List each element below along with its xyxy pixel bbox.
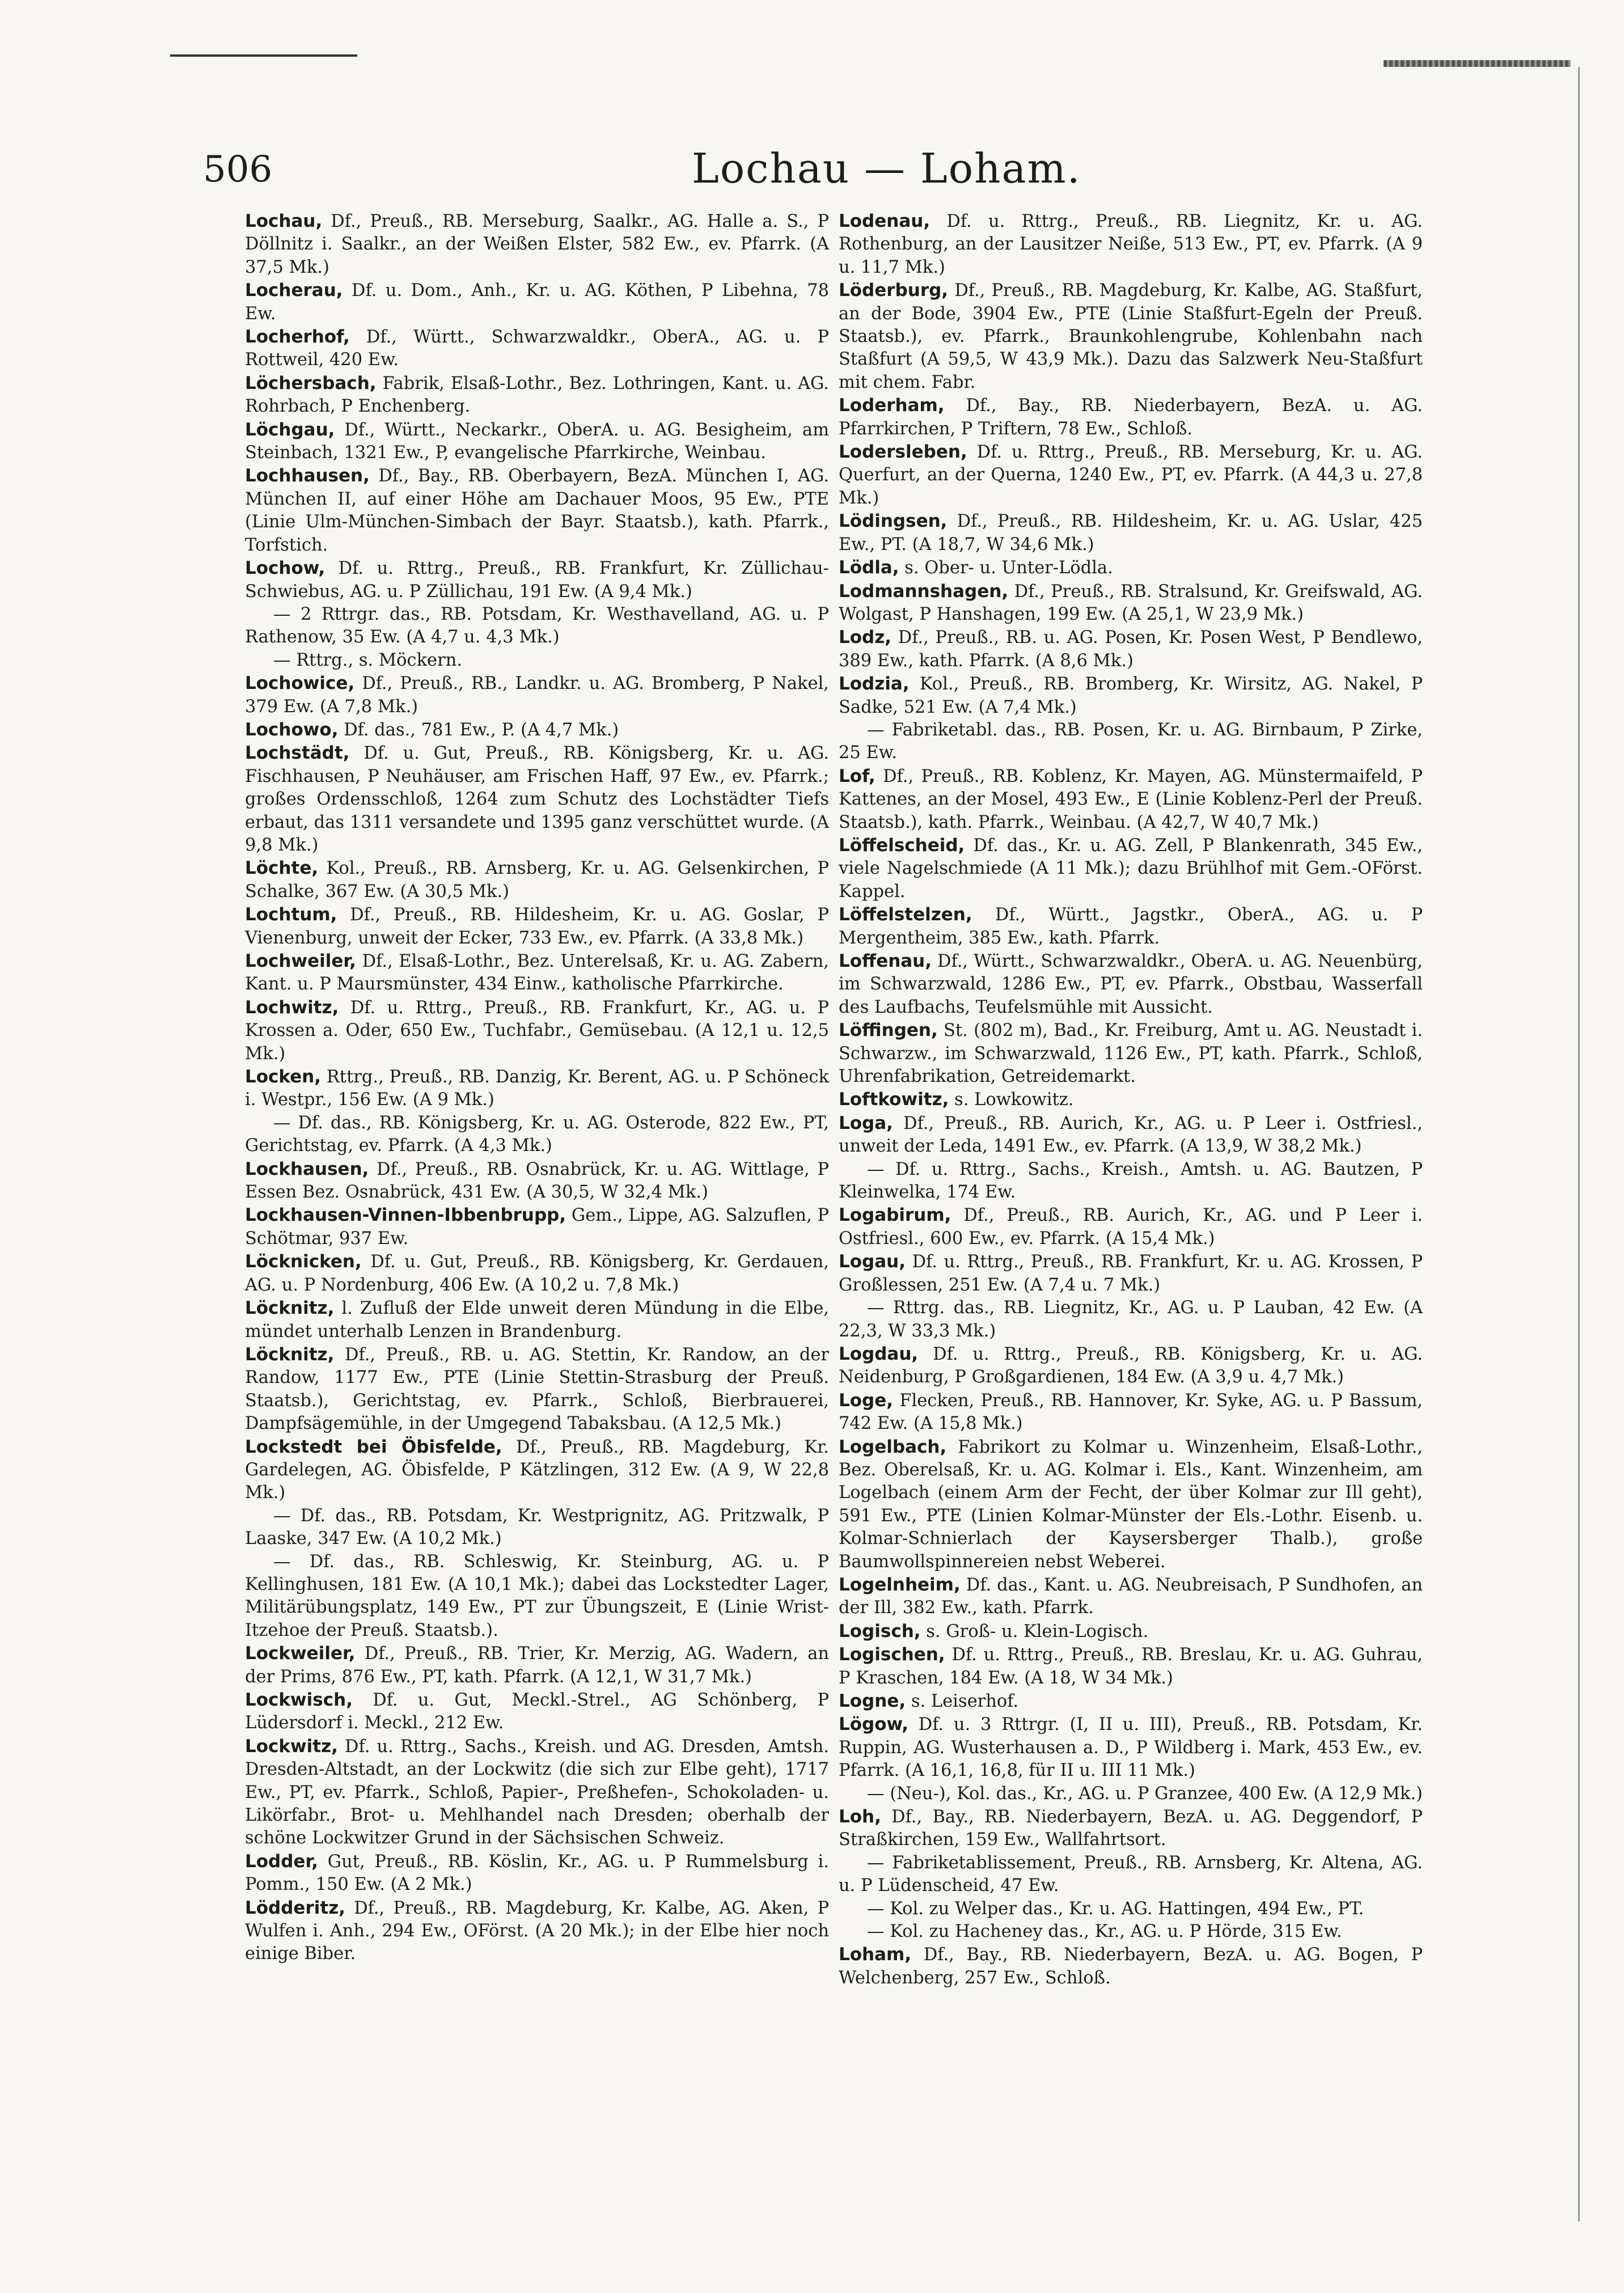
entry-text: Df. u. Rttrg., Preuß., RB. Breslau, Kr. u. AG. Guhrau, P Kraschen, 184 Ew. (A 18, W 34 Mk.): [839, 1645, 1423, 1688]
gazetteer-entry: [245, 1897, 829, 1966]
gazetteer-entry: [839, 1343, 1423, 1389]
entry-text: Kol., Preuß., RB. Bromberg, Kr. Wirsitz, AG. Nakel, P Sadke, 521 Ew. (A 7,4 Mk.): [839, 674, 1423, 717]
entry-text: Df., Bay., RB. Niederbayern, BezA. u. AG. Pfarrkirchen, P Triftern, 78 Ew., Schloß.: [839, 396, 1423, 439]
entry-text: — Df. das., RB. Schleswig, Kr. Steinburg, AG. u. P Kellinghusen, 181 Ew. (A 10,1 Mk.); dabei das Lockstedter Lager, Militärübungsplatz, 149 Ew., PT zur Übungszeit, E (Linie Wrist-Itzehoe der Preuß. Staatsb.).: [245, 1551, 829, 1640]
gazetteer-entry: [245, 603, 829, 649]
entry-headword: Löchte,: [245, 858, 319, 879]
entry-headword: Lockwitz,: [245, 1736, 338, 1757]
entry-text: Df. u. Rttrg., Preuß., RB. Frankfurt, Kr. u. AG. Krossen, P Großlessen, 251 Ew. (A 7,4 u. 7 Mk.): [839, 1252, 1423, 1295]
entry-text: Gem., Lippe, AG. Salzuflen, P Schötmar, 937 Ew.: [245, 1205, 829, 1249]
entry-text: Df., Preuß., RB. Aurich, Kr., AG. und P Leer i. Ostfriesl., 600 Ew., ev. Pfarrk. (A 15,4 Mk.): [839, 1205, 1423, 1249]
entry-headword: Lof,: [839, 765, 876, 786]
gazetteer-entry: [245, 464, 829, 557]
entry-text: s. Groß- u. Klein-Logisch.: [920, 1621, 1149, 1642]
entry-text: Df., Preuß., RB. Magdeburg, Kr. Gardelegen, AG. Öbisfelde, P Kätzlingen, 312 Ew. (A 9, W 22,8 Mk.): [245, 1437, 829, 1503]
gazetteer-entry: [839, 1643, 1423, 1690]
gazetteer-entry: [245, 996, 829, 1065]
gazetteer-entry: [839, 441, 1423, 510]
top-right-rule: [1384, 60, 1571, 67]
gazetteer-entry: [839, 1620, 1423, 1643]
entry-text: Df. u. Rttrg., Preuß., RB. Merseburg, Kr. u. AG. Querfurt, an der Querna, 1240 Ew., PT, ev. Pfarrk. (A 44,3 u. 27,8 Mk.): [839, 442, 1423, 508]
gazetteer-entry: [245, 649, 829, 672]
entry-text: — Kol. zu Hacheney das., Kr., AG. u. P Hörde, 315 Ew.: [867, 1922, 1342, 1942]
entry-text: Gut, Preuß., RB. Köslin, Kr., AG. u. P Rummelsburg i. Pomm., 150 Ew. (A 2 Mk.): [245, 1851, 829, 1895]
entry-text: Rttrg., Preuß., RB. Danzig, Kr. Berent, AG. u. P Schöneck i. Westpr., 156 Ew. (A 9 Mk.): [245, 1067, 829, 1110]
entry-headword: Logau,: [839, 1251, 906, 1272]
entry-headword: Lockhausen,: [245, 1158, 369, 1179]
entry-headword: Logelnheim,: [839, 1574, 961, 1595]
gazetteer-entry: [839, 672, 1423, 719]
entry-headword: Loftkowitz,: [839, 1089, 949, 1110]
entry-text: Df. u. Gut, Meckl.-Strel., AG Schönberg, P Lüdersdorf i. Meckl., 212 Ew.: [245, 1690, 829, 1733]
gazetteer-entry: [839, 1805, 1423, 1852]
gazetteer-entry: [245, 1642, 829, 1689]
entry-text: — 2 Rttrgr. das., RB. Potsdam, Kr. Westhavelland, AG. u. P Rathenow, 35 Ew. (A 4,7 u. 4,3 Mk.): [245, 604, 829, 648]
entry-text: Df., Bay., RB. Niederbayern, BezA. u. AG. Deggendorf, P Straßkirchen, 159 Ew., Wallfahrtsort.: [839, 1807, 1423, 1850]
gazetteer-entry: [839, 1158, 1423, 1204]
entry-text: Df. das., Kr. u. AG. Zell, P Blankenrath, 345 Ew., viele Nagelschmiede (A 11 Mk.); dazu Brühlhof mit Gem.-OFörst. Kappel.: [839, 835, 1423, 902]
gazetteer-entry: [245, 718, 829, 742]
gazetteer-entry: [245, 1505, 829, 1551]
entry-headword: Lodder,: [245, 1851, 318, 1872]
gazetteer-entry: [245, 1112, 829, 1158]
gazetteer-entry: [245, 372, 829, 418]
gazetteer-entry: [839, 1204, 1423, 1250]
entry-headword: Lodersleben,: [839, 442, 967, 463]
entry-headword: Lockwisch,: [245, 1690, 353, 1710]
entry-headword: Lochtum,: [245, 904, 337, 925]
entry-headword: Lockstedt bei Öbisfelde,: [245, 1436, 502, 1457]
entry-headword: Loh,: [839, 1807, 881, 1827]
gazetteer-entry: [245, 1735, 829, 1850]
entry-text: Df. u. Rttrg., Preuß., RB. Liegnitz, Kr. u. AG. Rothenburg, an der Lausitzer Neiße, 513 Ew., PT, ev. Pfarrk. (A 9 u. 11,7 Mk.): [839, 211, 1423, 277]
entry-headword: Lodmannshagen,: [839, 581, 1009, 602]
gazetteer-entry: [839, 1250, 1423, 1297]
gazetteer-entry: [839, 1573, 1423, 1620]
gazetteer-entry: [245, 210, 829, 279]
entry-headword: Loderham,: [839, 395, 945, 416]
entry-headword: Lochweiler,: [245, 951, 356, 971]
gazetteer-entry: [839, 580, 1423, 627]
gazetteer-entry: [245, 1436, 829, 1505]
gazetteer-entry: [245, 1551, 829, 1643]
entry-headword: Lödderitz,: [245, 1897, 346, 1918]
gazetteer-entry: [839, 1088, 1423, 1111]
gazetteer-entry: [245, 672, 829, 718]
entry-text: Fabrikort zu Kolmar u. Winzenheim, Elsaß-Lothr., Bez. Oberelsaß, Kr. u. AG. Kolmar i. Els., Kant. Winzenheim, am Logelbach (einem Arm der Fecht, der über Kolmar zur Ill geht), 591 Ew., PTE (Linien Kolmar-Münster der Els.-Lothr. Eisenb. u. Kolmar-Schnierlach der Kaysersberger Thalb.), große Baumwollspinnereien nebst Weberei.: [839, 1437, 1423, 1572]
entry-text: Df., Preuß., RB. Magdeburg, Kr. Kalbe, AG. Staßfurt, an der Bode, 3904 Ew., PTE (Linie Staßfurt-Egeln der Preuß. Staatsb.), ev. Pfarrk., Braunkohlengrube, Kohlenbahn nach Staßfurt (A 59,5, W 43,9 Mk.). Dazu das Salzwerk Neu-Staßfurt mit chem. Fabr.: [839, 281, 1423, 392]
entry-text: Df. u. Gut, Preuß., RB. Königsberg, Kr. u. AG. Fischhausen, P Neuhäuser, am Frischen Haff, 97 Ew., ev. Pfarrk.; großes Ordensschloß, 1264 zum Schutz des Lochstädter Tiefs erbaut, das 1311 versandete und 1395 ganz verschüttet wurde. (A 9,8 Mk.): [245, 743, 829, 855]
entry-text: Df., Württ., Schwarzwaldkr., OberA., AG. u. P Rottweil, 420 Ew.: [245, 327, 829, 370]
gazetteer-entry: [245, 857, 829, 903]
entry-headword: Löchgau,: [245, 419, 335, 440]
entry-headword: Lödingsen,: [839, 511, 948, 532]
entry-text: Df., Preuß., RB. u. AG. Posen, Kr. Posen West, P Bendlewo, 389 Ew., kath. Pfarrk. (A 8,6 Mk.): [839, 628, 1423, 671]
entry-text: — Df. das., RB. Potsdam, Kr. Westprignitz, AG. Pritzwalk, P Laaske, 347 Ew. (A 10,2 Mk.): [245, 1505, 829, 1549]
gazetteer-entry: [839, 1389, 1423, 1436]
entry-headword: Lochowice,: [245, 673, 355, 694]
gazetteer-entry: [245, 325, 829, 372]
gazetteer-entry: [839, 279, 1423, 394]
entry-text: — Fabriketablissement, Preuß., RB. Arnsberg, Kr. Altena, AG. u. P Lüdenscheid, 47 Ew.: [839, 1852, 1423, 1896]
entry-text: — (Neu-), Kol. das., Kr., AG. u. P Granzee, 400 Ew. (A 12,9 Mk.): [867, 1783, 1423, 1804]
entry-headword: Loge,: [839, 1390, 894, 1411]
entry-text: s. Leiserhof.: [906, 1691, 1019, 1711]
gazetteer-entry: [245, 903, 829, 950]
gazetteer-entry: [839, 1019, 1423, 1088]
entry-headword: Löcknitz,: [245, 1344, 335, 1365]
entry-text: Df. das., Kant. u. AG. Neubreisach, P Sundhofen, an der Ill, 382 Ew., kath. Pfarrk.: [839, 1575, 1423, 1618]
gazetteer-entry: [245, 279, 829, 325]
left-column: [245, 210, 829, 1966]
gazetteer-entry: [839, 1920, 1423, 1943]
entry-headword: Lochstädt,: [245, 743, 350, 764]
gazetteer-entry: [839, 1943, 1423, 1990]
gazetteer-entry: [245, 950, 829, 996]
entry-text: Df. u. Rttrg., Preuß., RB. Frankfurt, Kr., AG. u. P Krossen a. Oder, 650 Ew., Tuchfabr., Gemüsebau. (A 12,1 u. 12,5 Mk.): [245, 997, 829, 1064]
entry-headword: Lögow,: [839, 1714, 908, 1735]
gazetteer-entry: [839, 1297, 1423, 1343]
gazetteer-entry: [839, 903, 1423, 950]
entry-headword: Löcknitz,: [245, 1298, 335, 1319]
entry-text: Df. u. Gut, Preuß., RB. Königsberg, Kr. Gerdauen, AG. u. P Nordenburg, 406 Ew. (A 10,2 u. 7,8 Mk.): [245, 1252, 829, 1295]
page-edge-line: [1578, 67, 1580, 2222]
gazetteer-entry: [245, 1343, 829, 1436]
entry-text: Df., Preuß., RB. Magdeburg, Kr. Kalbe, AG. Aken, P Wulfen i. Anh., 294 Ew., OFörst. (A 20 Mk.); in der Elbe hier noch einige Biber.: [245, 1898, 829, 1964]
entry-text: Df. das., 781 Ew., P. (A 4,7 Mk.): [338, 720, 619, 740]
gazetteer-entry: [245, 418, 829, 465]
right-column: [839, 210, 1423, 1990]
entry-text: Df., Preuß., RB. Stralsund, Kr. Greifswald, AG. Wolgast, P Hanshagen, 199 Ew. (A 25,1, W 23,9 Mk.): [839, 581, 1423, 624]
entry-headword: Lockhausen-Vinnen-Ibbenbrupp,: [245, 1205, 566, 1226]
entry-headword: Lochowo,: [245, 719, 339, 740]
entry-headword: Lochau,: [245, 211, 323, 231]
entry-text: — Df. u. Rttrg., Sachs., Kreish., Amtsh. u. AG. Bautzen, P Kleinwelka, 174 Ew.: [839, 1159, 1423, 1203]
page-number: 506: [203, 149, 273, 191]
entry-text: Df., Preuß., RB. Hildesheim, Kr. u. AG. Uslar, 425 Ew., PT. (A 18,7, W 34,6 Mk.): [839, 511, 1423, 555]
gazetteer-entry: [839, 1783, 1423, 1805]
entry-headword: Lodenau,: [839, 211, 931, 231]
entry-text: — Df. das., RB. Königsberg, Kr. u. AG. Osterode, 822 Ew., PT, Gerichtstag, ev. Pfarrk. (A 4,3 Mk.): [245, 1112, 829, 1156]
entry-text: Df., Württ., Neckarkr., OberA. u. AG. Besigheim, am Steinbach, 1321 Ew., P, evangelische Pfarrkirche, Weinbau.: [245, 420, 829, 463]
entry-text: Df. u. Rttrg., Preuß., RB. Frankfurt, Kr. Züllichau-Schwiebus, AG. u. P Züllichau, 191 Ew. (A 9,4 Mk.): [245, 559, 829, 602]
entry-headword: Logisch,: [839, 1621, 921, 1642]
entry-headword: Löffelscheid,: [839, 835, 965, 856]
entry-text: Df., Preuß., RB. Merseburg, Saalkr., AG. Halle a. S., P Döllnitz i. Saalkr., an der Weißen Elster, 582 Ew., ev. Pfarrk. (A 37,5 Mk.): [245, 211, 829, 277]
gazetteer-entry: [839, 556, 1423, 579]
entry-text: — Rttrg., s. Möckern.: [273, 650, 463, 670]
entry-text: Df. u. Rttrg., Sachs., Kreish. und AG. Dresden, Amtsh. Dresden-Altstadt, an der Lockwitz (die sich zur Elbe geht), 1717 Ew., PT, ev. Pfarrk., Schloß, Papier-, Preßhefen-, Schokoladen- u. Likörfabr., Brot- u. Mehlhandel nach Dresden; oberhalb der schöne Lockwitzer Grund in der Sächsischen Schweiz.: [245, 1736, 829, 1848]
gazetteer-entry: [839, 626, 1423, 672]
entry-text: Df., Preuß., RB. Aurich, Kr., AG. u. P Leer i. Ostfriesl., unweit der Leda, 1491 Ew., ev. Pfarrk. (A 13,9, W 38,2 Mk.): [839, 1113, 1423, 1157]
gazetteer-entry: [839, 1713, 1423, 1782]
entry-headword: Lochhausen,: [245, 466, 370, 486]
entry-headword: Lödla,: [839, 557, 899, 578]
entry-text: — Kol. zu Welper das., Kr. u. AG. Hattingen, 494 Ew., PT.: [867, 1898, 1364, 1919]
gazetteer-entry: [839, 1112, 1423, 1158]
gazetteer-entry: [839, 1690, 1423, 1713]
entry-text: Df., Preuß., RB. Trier, Kr. Merzig, AG. Wadern, an der Prims, 876 Ew., PT, kath. Pfarrk. (A 12,1, W 31,7 Mk.): [245, 1644, 829, 1687]
entry-headword: Loham,: [839, 1944, 912, 1965]
gazetteer-entry: [245, 1250, 829, 1297]
entry-text: Df., Elsaß-Lothr., Bez. Unterelsaß, Kr. u. AG. Zabern, Kant. u. P Maursmünster, 434 Einw., katholische Pfarrkirche.: [245, 951, 829, 995]
gazetteer-entry: [245, 1065, 829, 1112]
gazetteer-entry: [245, 742, 829, 857]
entry-headword: Loga,: [839, 1112, 893, 1133]
entry-headword: Lochwitz,: [245, 997, 339, 1018]
gazetteer-entry: [839, 1852, 1423, 1898]
gazetteer-entry: [245, 557, 829, 603]
gazetteer-entry: [245, 1850, 829, 1897]
gazetteer-entry: [839, 1898, 1423, 1920]
entry-headword: Löchersbach,: [245, 373, 377, 394]
entry-text: l. Zufluß der Elde unweit deren Mündung in die Elbe, mündet unterhalb Lenzen in Brandenburg.: [245, 1298, 829, 1342]
entry-text: Df., Württ., Jagstkr., OberA., AG. u. P Mergentheim, 385 Ew., kath. Pfarrk.: [839, 905, 1423, 948]
entry-text: Df., Württ., Schwarzwaldkr., OberA. u. AG. Neuenbürg, im Schwarzwald, 1286 Ew., PT, ev. Pfarrk., Obstbau, Wasserfall des Laufbachs, Teufelsmühle mit Aussicht.: [839, 951, 1423, 1017]
gazetteer-entry: [839, 510, 1423, 556]
entry-headword: Lodzia,: [839, 674, 910, 695]
entry-headword: Locherhof,: [245, 327, 350, 348]
entry-text: Df., Preuß., RB. u. AG. Stettin, Kr. Randow, an der Randow, 1177 Ew., PTE (Linie Stettin-Strasburg der Preuß. Staatsb.), Gerichtstag, ev. Pfarrk., Schloß, Bierbrauerei, Dampfsägemühle, in der Umgegend Tabaksbau. (A 12,5 Mk.): [245, 1344, 829, 1434]
entry-text: Df. u. Dom., Anh., Kr. u. AG. Köthen, P Libehna, 78 Ew.: [245, 281, 829, 324]
entry-headword: Lockweiler,: [245, 1643, 356, 1664]
entry-headword: Locken,: [245, 1067, 322, 1088]
entry-headword: Logelbach,: [839, 1436, 947, 1457]
entry-headword: Logabirum,: [839, 1205, 951, 1226]
entry-text: St. (802 m), Bad., Kr. Freiburg, Amt u. AG. Neustadt i. Schwarzw., im Schwarzwald, 1126 Ew., PT, kath. Pfarrk., Schloß, Uhrenfabrikation, Getreidemarkt.: [839, 1021, 1423, 1087]
entry-headword: Löderburg,: [839, 280, 949, 301]
entry-text: s. Ober- u. Unter-Lödla.: [899, 558, 1113, 578]
entry-text: Df. u. 3 Rttrgr. (I, II u. III), Preuß., RB. Potsdam, Kr. Ruppin, AG. Wusterhausen a. D., P Wildberg i. Mark, 453 Ew., ev. Pfarrk. (A 16,1, 16,8, für II u. III 11 Mk.): [839, 1715, 1423, 1781]
entry-text: Kol., Preuß., RB. Arnsberg, Kr. u. AG. Gelsenkirchen, P Schalke, 367 Ew. (A 30,5 Mk.): [245, 858, 829, 902]
gazetteer-entry: [245, 1297, 829, 1343]
gazetteer-entry: [839, 834, 1423, 903]
running-head: Lochau — Loham.: [692, 145, 1081, 192]
entry-text: s. Lowkowitz.: [949, 1090, 1074, 1110]
entry-text: Df., Preuß., RB. Koblenz, Kr. Mayen, AG. Münstermaifeld, P Kattenes, an der Mosel, 493 Ew., E (Linie Koblenz-Perl der Preuß. Staatsb.), kath. Pfarrk., Weinbau. (A 42,7, W 40,7 Mk.): [839, 766, 1423, 832]
gazetteer-entry: [839, 765, 1423, 834]
entry-headword: Löffelstelzen,: [839, 904, 972, 925]
entry-headword: Logdau,: [839, 1343, 919, 1364]
gazetteer-entry: [839, 950, 1423, 1019]
top-left-rule: [170, 54, 357, 57]
entry-headword: Logne,: [839, 1691, 906, 1711]
gazetteer-entry: [839, 210, 1423, 279]
entry-text: Df., Bay., RB. Oberbayern, BezA. München I, AG. München II, auf einer Höhe am Dachauer Moos, 95 Ew., PTE (Linie Ulm-München-Simbach der Bayr. Staatsb.), kath. Pfarrk., Torfstich.: [245, 466, 829, 555]
gazetteer-entry: [839, 394, 1423, 441]
entry-text: Df., Preuß., RB., Landkr. u. AG. Bromberg, P Nakel, 379 Ew. (A 7,8 Mk.): [245, 674, 829, 717]
entry-text: Df., Preuß., RB. Hildesheim, Kr. u. AG. Goslar, P Vienenburg, unweit der Ecker, 733 Ew., ev. Pfarrk. (A 33,8 Mk.): [245, 905, 829, 948]
gazetteer-entry: [839, 719, 1423, 765]
gazetteer-entry: [839, 1436, 1423, 1573]
entry-headword: Lodz,: [839, 627, 892, 648]
entry-text: Fabrik, Elsaß-Lothr., Bez. Lothringen, Kant. u. AG. Rohrbach, P Enchenberg.: [245, 373, 829, 417]
entry-headword: Loffenau,: [839, 951, 932, 971]
entry-text: — Fabriketabl. das., RB. Posen, Kr. u. AG. Birnbaum, P Zirke, 25 Ew.: [839, 720, 1423, 763]
gazetteer-entry: [245, 1204, 829, 1250]
entry-text: Flecken, Preuß., RB. Hannover, Kr. Syke, AG. u. P Bassum, 742 Ew. (A 15,8 Mk.): [839, 1390, 1423, 1434]
gazetteer-entry: [245, 1158, 829, 1204]
entry-text: Df., Bay., RB. Niederbayern, BezA. u. AG. Bogen, P Welchenberg, 257 Ew., Schloß.: [839, 1945, 1423, 1988]
entry-headword: Logischen,: [839, 1644, 945, 1665]
entry-headword: Locherau,: [245, 280, 343, 301]
gazetteer-entry: [245, 1689, 829, 1735]
entry-text: Df., Preuß., RB. Osnabrück, Kr. u. AG. Wittlage, P Essen Bez. Osnabrück, 431 Ew. (A 30,5, W 32,4 Mk.): [245, 1159, 829, 1203]
entry-text: — Rttrg. das., RB. Liegnitz, Kr., AG. u. P Lauban, 42 Ew. (A 22,3, W 33,3 Mk.): [839, 1298, 1423, 1341]
entry-headword: Löcknicken,: [245, 1251, 362, 1272]
entry-headword: Lochow,: [245, 558, 325, 579]
entry-text: Df. u. Rttrg., Preuß., RB. Königsberg, Kr. u. AG. Neidenburg, P Großgardienen, 184 Ew. (A 3,9 u. 4,7 Mk.): [839, 1344, 1423, 1387]
entry-headword: Löffingen,: [839, 1020, 938, 1041]
